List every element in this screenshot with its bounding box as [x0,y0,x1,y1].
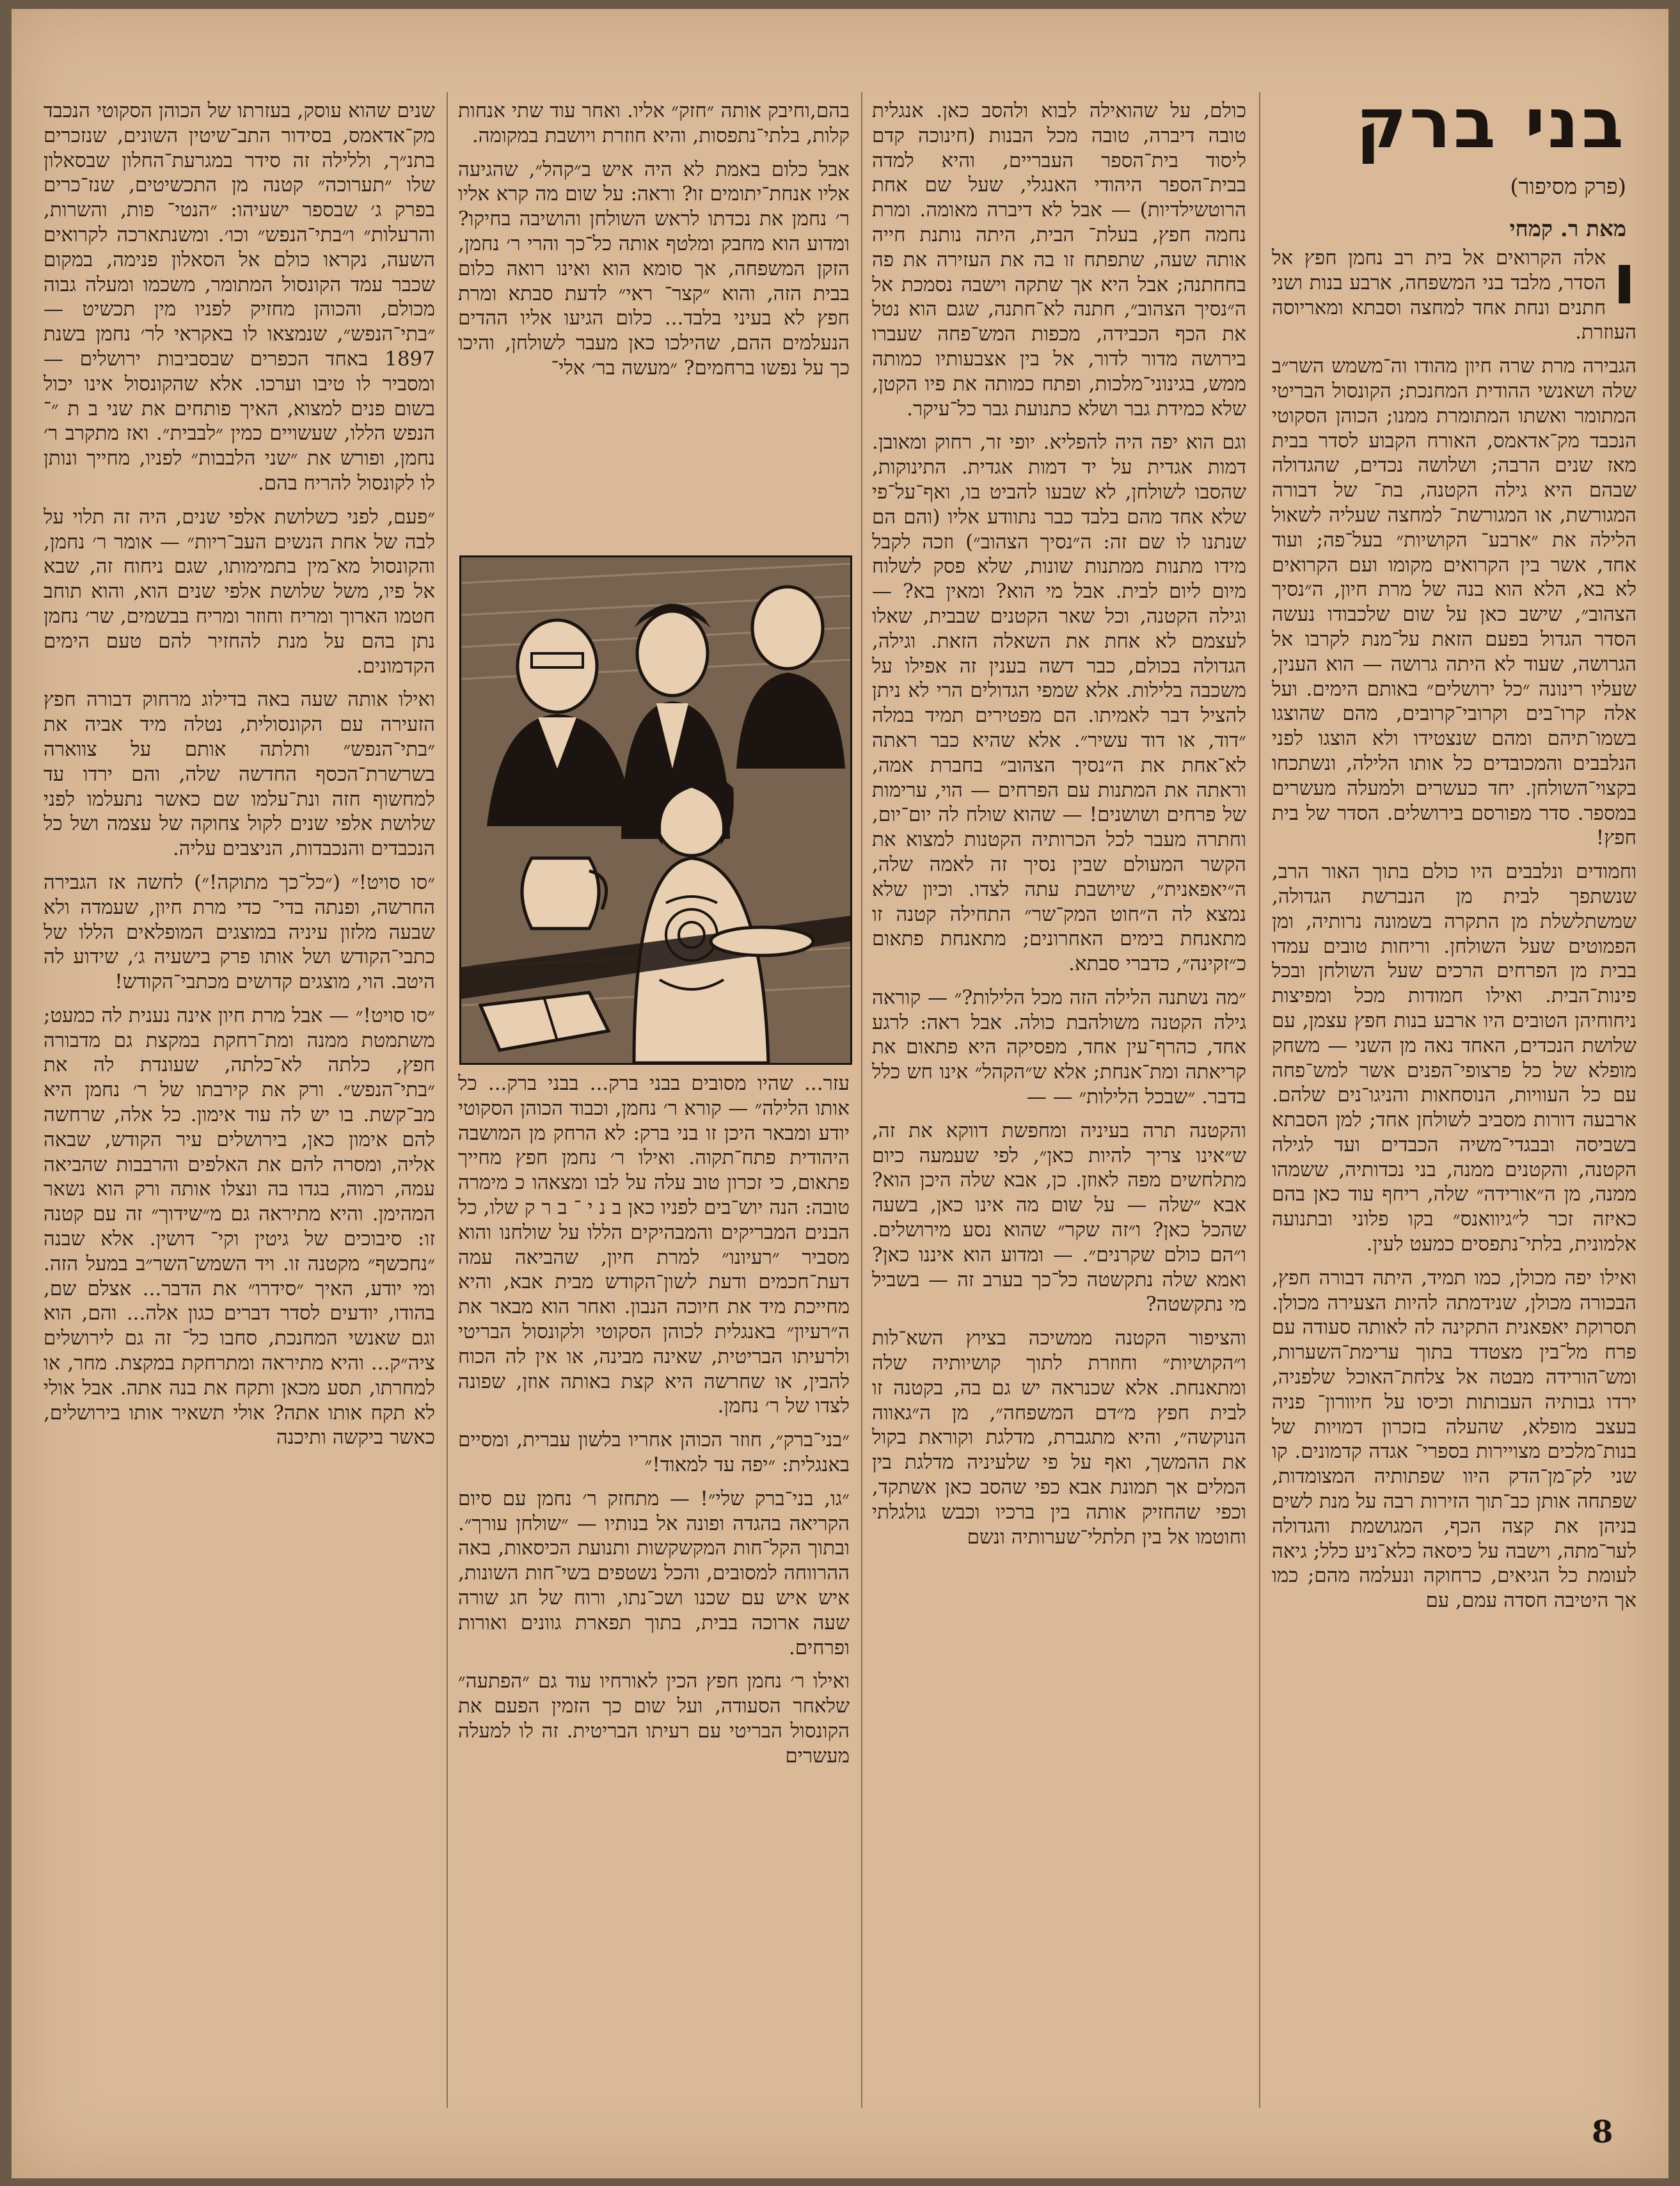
paragraph: וגם הוא יפה היה להפליא. יופי זר, רחוק ומאובן. דמות אגדית על יד דמות אגדית. התינוקות, שהסבו לשולחן, לא שבעו להביט בו, ואף־על־פי שלא אחד מהם בלבד כבר נתוודע אליו (והם הם שנתנו לו שם זה: ה״נסיך הצהוב״) וזכה לקבל מידו מתנות ממתנות שונות, שלא פסק לשלוח מיום ליום לבית. אבל מי הוא? ומאין בא? — וגילה הקטנה, וכל שאר הקטנים שבבית, שאלו לעצמם לא אחת את השאלה הזאת. וגילה, הגדולה בכולם, כבר דשה בענין זה אפילו על משכבה בלילות. אלא שמפי הגדולים הרי לא ניתן להציל דבר לאמיתו. הם מפטירים תמיד במלה ״דוד, או דוד עשיר״. אלא שהיא כבר ראתה לא־אחת את ה״נסיך הצהוב״ בחברת אמה, וראתה את המתנות עם הפרחים — הוי, ערימות של פרחים ושושנים! — שהוא שולח לה יום־יום, וחתרה מעבר לכל הכרותיה הקטנות למצוא את הקשר המעולם שבין נסיך זה לאמה שלה, ה״יאפאנית״, שיושבת עתה לצדו. וכיון שלא נמצא לה ה״חוט המק־שר״ התחילה קטנה זו מתאנחת בימים האחרונים; מתאנחת פתאום כ״זקינה״, כדברי סבתא. [872,431,1246,976]
paragraph: בהם,וחיבק אותה ״חזק״ אליו. ואחר עוד שתי אנחות קלות, בלתי־נתפסות, והיא חוזרת ויושבת במקומה. [458,99,850,147]
column-2 [872,99,1246,2102]
article-header [1294,86,1626,242]
column-1 [1272,246,1636,1999]
column-4 [44,99,435,2102]
paragraph: ו אלה הקרואים אל בית רב נחמן חפץ אל הסדר, מלבד בני המשפחה, ארבע בנות ושני חתנים ונחת אחד למחצה וסבתא ומאריוסה העוזרת. [1272,246,1636,344]
paragraph: כולם, על שהואילה לבוא ולהסב כאן. אנגלית טובה דיברה, טובה מכל הבנות (חינוכה קדם ליסוד בית־הספר העבריים, והיא למדה בבית־הספר היהודי האנגלי, שעל שם אחת הרוטשילדיות) — אבל לא דיברה מאומה. ומרת נחמה חפץ, בעלת־ הבית, היתה נותנת חייה אותה שעה, שתפתח זו בה את העזירה את פה בחחתנה; אבל היא אך שתקה וישבה נסמכת אל ה״נסיך הצהוב״, חתנה לא־חתנה, שגם הוא נטל את הכף הכבידה, מכפות המש־פחה שעברו בירושה מדור לדור, אל בין אצבעותיו כמותה ממש, בגינוני־מלכות, ופתח כמותה את פיו הקטן, שלא כמידת גבר ושלא כתנועת גבר כל־עיקר. [872,99,1246,420]
illustration-icon [461,557,850,1063]
paragraph: ״מה נשתנה הלילה הזה מכל הלילות?״ — קוראה גילה הקטנה משולהבת כולה. אבל ראה: לרגע אחד, כהרף־עין אחד, מפסיקה היא פתאום את קריאתה ומת־אנחת; אלא ש״הקהל״ אינו חש כלל בדבר. ״שבכל הלילות״ — — [872,985,1246,1109]
paragraph: ואילו יפה מכולן, כמו תמיד, היתה דבורה חפץ, הבכורה מכולן, שנידמתה להיות הצעירה מכולן. תסרוקת יאפאנית התקינה לה לאותה סעודה עם פרח מל־בין מצטדד בתוך ערימת־השערות, ומש־הורידה מבטה אל צלחת־האוכל שלפניה, ירדו גבותיה העבותות וכיסו על חיוורון־ פניה בעצב מופלא, שהעלה בזכרון דמויות של בנות־מלכים מצויירות בספרי־ אגדה קדמונים. קו שני לק־מן־הדק היוו שפתותיה המצומדות, שפתחה אותן כב־תוך הזירות רבה על מנת לשים בניהן את קצה הכף, המגושמת והגדולה לער־מתה, וישבה על כיסאה כלא־ניע כלל; גיאה לעומת כל הגיאים, כרחוקה ונעלמה מהם; כמו אך היטיבה חסדה עמם, עם [1272,1266,1636,1613]
paragraph: וחמודים ונלבבים היו כולם בתוך האור הרב, שנשתפך לבית מן הנברשת הגדולה, שמשתלשלת מן התקרה בשמונה נרותיה, ומן הפמוטים שעל השולחן. וריחות טובים עמדו בבית מן הפרחים הרכים שעל השולחן ובכל פינות־הבית. ואילו חמודות מכל ומפיצות ניחוחיהן הטובים היו ארבע בנות חפץ עצמן, עם שלושת הנכדים, האחד נאה מן השני — משחק מופלא של כל פרצופי־הפנים אשר למש־פחה עם כל העוויות, הנוסחאות והניגו־נים שלהם. ארבעה דורות מסביב לשולחן אחד; למן הסבתא בשביסה ובבגדי־משיה הכבדים ועד לגילה הקטנה, והקטנים ממנה, בני נכדותיה, ששמהו ממנה, מן ה״אורידה״ שלה, ריחף עוד כאן בהם כאיזה זכר ל״גיוואנס״ בקו פלוני ובתנועה אלמונית, בלתי־נתפסים כמעט לעין. [1272,860,1636,1256]
paragraph: ״גו, בני־ברק שלי״! — מתחזק ר׳ נחמן עם סיום הקריאה בהגדה ופונה אל בנותיו — ״שולחן עורך״. ובתוך הקל־חות המקשקשות ותנועת הכיסאות, באה ההרווחה למסובים, והכל נשטפים בשי־חות השונות, איש איש עם שכנו ושכ־נתו, ורוח של חג שורה שעה ארוכה בבית, בתוך תפארת גוונים ואורות ופרחים. [458,1487,850,1659]
paragraph: ואילו אותה שעה באה בדילוג מרחוק דבורה חפץ הזעירה עם הקונסולית, נטלה מיד אביה את ״בתי־הנפש״ ותלתה אותם על צווארה בשרשרת־הכסף החדשה שלה, והם ירדו עד למחשוף חזה ונת־עלמו שם כאשר נתעלמו לפני שלושת אלפי שנים לקול צחוקה של עצמה ושל כל הנכבדים והנכבדות, הניצבים עליה. [44,688,435,861]
paragraph: ״סו סויט!״ (״כל־כך מתוקה!״) לחשה אז הגבירה החרשה, ופנתה בדי־ כדי מרת חיון, שעמדה ולא שבעה מלזון עיניה במוצגים המופלאים הללו של כתבי־הקודש ושל אותו פרק בישעיה ג׳, שידוע לה היטב. הוי, מוצגים קדושים מכתבי־הקודש! [44,870,435,994]
article-author: מאת ר. קמחי [1509,216,1626,242]
woodcut-illustration [459,555,852,1065]
paragraph: עזר... שהיו מסובים בבני ברק... בבני ברק... כל אותו הלילה״ — קורא ר׳ נחמן, וכבוד הכוהן הסקוטי יודע ומבאר היכן זו בני ברק: לא הרחק מן המושבה היהודית פתח־תקוה. ואילו ר׳ נחמן חפץ מחייך פתאום, כי זכרון טוב עלה על לבו ומצאהו כ מימרה טובה: הנה יוש־בים לפניו כאן ב נ י ־ ב ר ק שלו, כל הבנים המבריקים והמבהיקים הללו על שולחנו והוא מסביר ״רעיונו״ למרת חיון, שהביאה עמה דעת־חכמים ודעת לשון־הקודש מבית אבא, והיא מחייכת מיד את חיוכה הנבון. ואחר הוא מבאר את ה״רעיון״ באנגלית לכוהן הסקוטי ולקונסול הבריטי ולרעיתו הבריטית, שאינה מבינה, או אין לה הכוח להבין, או שחרשה היא קצת באותה אוזן, שפונה לצדו של ר׳ נחמן. [458,1072,850,1418]
paragraph: והקטנה תרה בעיניה ומחפשת דווקא את זה, ש״אינו צריך להיות כאן״, לפי שעמעה כיום מתלחשים מפה לאוזן. כן, אבא שלה היכן הוא? אבא ״שלה — על שום מה אינו כאן, בשעה שהכל כאן? ו״זה שקר״ שהוא נסע מירושלים. ו״הם כולם שקרנים״. — ומדוע הוא איננו כאן? ואמא שלה נתקשטה כל־כך בערב זה — בשביל מי נתקשטה? [872,1119,1246,1316]
page-number: 8 [1592,2114,1613,2150]
paragraph: שנים שהוא עוסק, בעזרתו של הכוהן הסקוטי הנכבד מק־אדאמס, בסידור התב־שיטין השונים, שנזכרים בתנ״ך, וללילה זה סידר במגרעת־החלון שבסאלון שלו ״תערוכה״ קטנה מן התכשיטים, שנז־כרים בפרק ג׳ שבספר ישעיהו: ״הנטי־ פות, והשרות, והרעלות״ ו״בתי־הנפש״ וכו׳. ומשנתארכה לקרואים השעה, נקראו כולם אל הסאלון פנימה, במקום שכבר עמד הקונסול המתומר, משכמו ומעלה גבוה מכולם, והכוהן מחזיק לפניו מין תכשיט — ״בתי־הנפש״, שנמצאו לו באקראי לר׳ נחמן בשנת 1897 באחד הכפרים שבסביבות ירושלים — ומסביר לו טיבו וערכו. אלא שהקונסול אינו יכול בשום פנים למצוא, האיך פותחים את שני ב ת ״־הנפש הללו, שעשויים כמין ״לבבית״. ואז מתקרב ר׳ נחמן, ופורש את ״שני הלבבות״ לפניו, מחייך ונותן לו לקונסול להריח בהם. [44,99,435,495]
column-divider [447,92,448,2108]
column-3-bottom [458,1071,850,2108]
article-subtitle: (פרק מסיפור) [1510,174,1626,200]
paragraph: ״סו סויט!״ — אבל מרת חיון אינה נענית לה כמעט; משתמטת ממנה ומת־רחקת במקצת גם מדבורה חפץ, כלתה לא־כלתה, שעונדת לה את ״בתי־הנפש״. ורק את קירבתו של ר׳ נחמן היא מב־קשת. בו יש לה עוד אימון. כל אלה, שרחשה להם אימון כאן, בירושלים עיר הקודש, שבאה אליה, ומסרה להם את האלפים והרבבות שהביאה עמה, רמוה, בגדו בה ונצלו אותה ורק הוא נשאר המהימן. והיא מתיראה גם מ״שידוך״ זה עם קטנה זו: סיבוכים של גיטין וקי־ דושין. אלא שבנה ״נחכשף״ מקטנה זו. ויד השמש־השר״ב במעל הזה. ומי יודע, האיך ״סידרו״ את הדבר... אצלם שם, בהודו, יודעים לסדר דברים כגון אלה... והם, הוא וגם שאנשי המחנכת, סחבו כל־ זה גם לירושלים ציה״ק... והיא מתיראה ומתרחקת במקצת. מחר, או למחרתו, תסע מכאן ותקח את בנה אתה. אבל אולי לא תקח אותו אתה? אולי תשאיר אותו בירושלים, כאשר ביקשה ותיכנה [44,1003,435,1449]
column-3-top [458,99,850,540]
magazine-page [12,9,1668,2178]
article-title: בני ברק [1356,84,1626,164]
column-divider [861,92,862,2108]
paragraph: ״בני־ברק״, חוזר הכוהן אחריו בלשון עברית, ומסיים באנגלית: ״יפה עד למאוד!״ [458,1428,850,1476]
paragraph: אבל כלום באמת לא היה איש ב״קהל״, שהגיעה אליו אנחת־יתומים זו? וראה: על שום מה קרא אליו ר׳ נחמן את נכדתו לראש השולחן והושיבה בחיקו? ומדוע הוא מחבק ומלטף אותה כל־כך והרי ר׳ נחמן, הזקן המשפחה, אך סומא הוא ואינו רואה כלום בבית הזה, והוא ״קצר־ ראי״ לדעת סבתא ומרת חפץ לא בעיני בלבד... כלום הגיעו אליו ההדים הנעלמים ההם, שהילכו כאן מעבר לשולחן, והיכו כך על נפשו ברחמים? ״מעשה בר׳ אלי־ [458,157,850,379]
column-divider [1259,92,1260,2108]
paragraph: והציפור הקטנה ממשיכה בציוץ השא־לות ו״הקושיות״ וחוזרת לתוך קושיותיה שלה ומתאנחת. אלא שכנראה יש גם בה, בקטנה זו לבית חפץ מ״דם המשפחה״, מן ה״גאווה הנוקשה״, והיא מתגברת, מדלגת וקוראת בקול את ההמשך, ואף על פי שלעיניה מדלגת בין המלים אך תמונת אבא כפי שהסב כאן אשתקד, וכפי שהחזיק אותה בין ברכיו וכבש גולגלתי וחוטמו אל בין תלתלי־שערותיה ונשם [872,1327,1246,1549]
paragraph: ״פעם, לפני כשלושת אלפי שנים, היה זה תלוי על לבה של אחת הנשים העב־ריות״ — אומר ר׳ נחמן, והקונסול מא־מין בתמימותו, שגם ניחוח זה, שבא אל פיו, משל שלושת אלפי שנים הוא, והוא תוחב חטמו הארוך ומריח וחוזר ומריח בבשמים, שר׳ נחמן נתן בהם על מנת להחזיר להם טעם הימים הקדמונים. [44,505,435,678]
drop-cap: ו [1612,246,1636,320]
paragraph: ואילו ר׳ נחמן חפץ הכין לאורחיו עוד גם ״הפתעה״ שלאחר הסעודה, ועל שום כך הזמין הפעם את הקונסול הבריטי עם רעיתו הבריטית. זה לו למעלה מעשרים [458,1670,850,1767]
paragraph: הגבירה מרת שרה חיון מהודו וה־משמש השר״ב שלה ושאנשי ההודית המחנכת; הקונסול הבריטי המתומר ואשתו המתומרת ממנו; הכוהן הסקוטי הנכבד מק־אדאמס, האורח הקבוע לסדר בבית מאז שנים הרבה; ושלושה נכדים, שהגדולה שבהם היא גילה הקטנה, בת־ של דבורה המגורשת, או המגורשת־ למחצה שעליה לשאול הלילה את ״ארבע־ הקושיות״ בעל־פה; ועוד אחד, אשר בין הקרואים מקומו ועם הקרואים לא בא, הלא הוא בנה של מרת חיון, ה״נסיך הצהוב״, שישב כאן על שום שלכבודו נעשה הסדר הגדול בפעם הזאת על־מנת לקרבו אל הגרושה, שעוד לא היתה גרושה — הוא הענין, שעליו רינונה ״כל ירושלים״ באותם הימים. ועל אלה קרו־בים וקרובי־קרובים, מהם שהוצגו בשמו־תיהם ומהם שנצטידו ולא הוצגו לפני הנלבבים והמכובדים כל אותו הלילה, ונשתכחו בקצוי־השולחן. יחד כעשרים ולמעלה מעשרים במספר. סדר מפורסם בירושלים. הסדר של בית חפץ! [1272,355,1636,850]
